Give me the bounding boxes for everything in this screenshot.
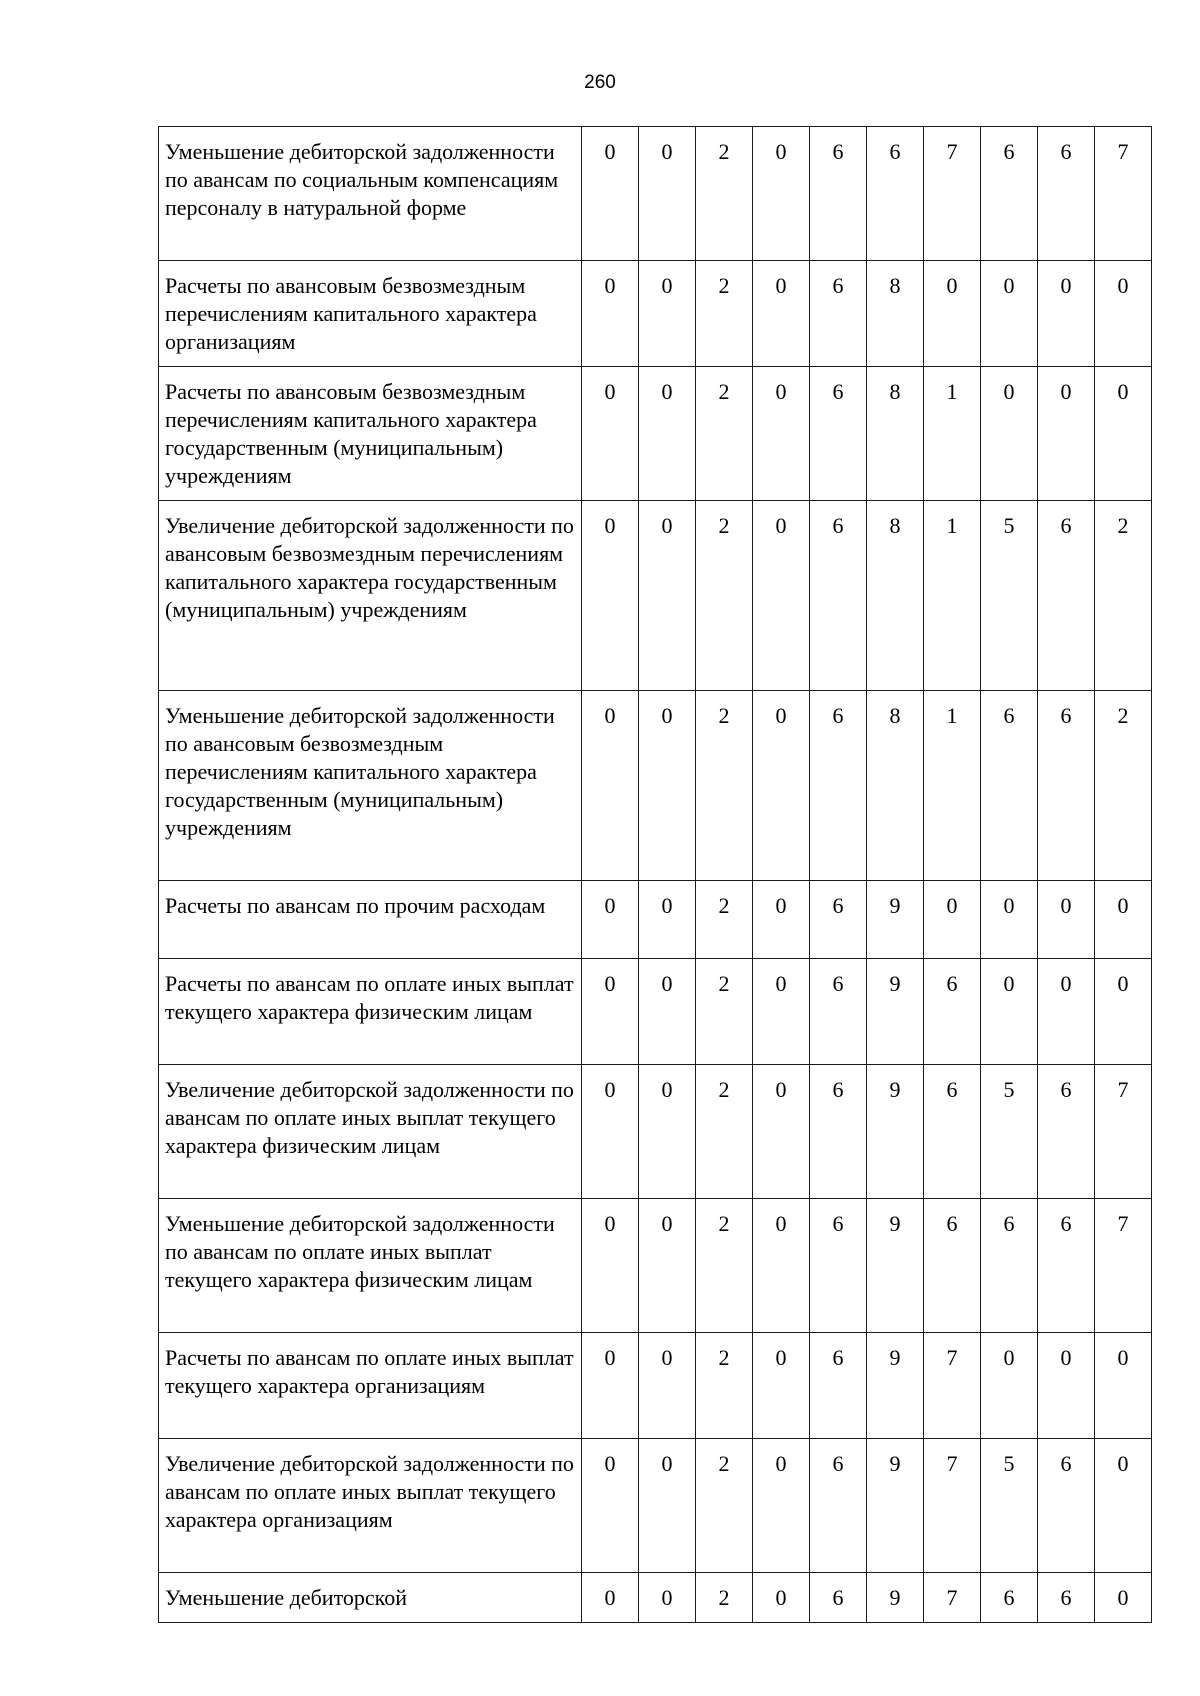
code-digit: 0 [582, 501, 639, 691]
code-digit: 0 [1038, 261, 1095, 367]
code-digit: 6 [867, 127, 924, 261]
code-digit: 6 [810, 1333, 867, 1439]
code-digit: 7 [1095, 127, 1152, 261]
code-digit: 0 [639, 1573, 696, 1623]
table-row [159, 367, 1152, 501]
code-digit: 0 [639, 501, 696, 691]
table-row [159, 691, 1152, 881]
code-digit: 7 [924, 1333, 981, 1439]
row-description: Расчеты по авансовым безвозмездным перечислениям капитального характера организациям [159, 261, 582, 367]
code-digit: 0 [981, 1333, 1038, 1439]
code-digit: 0 [753, 959, 810, 1065]
code-digit: 0 [639, 261, 696, 367]
code-digit: 6 [981, 1573, 1038, 1623]
code-digit: 2 [696, 127, 753, 261]
code-digit: 0 [1095, 261, 1152, 367]
code-digit: 0 [1095, 959, 1152, 1065]
row-description: Уменьшение дебиторской [159, 1573, 582, 1623]
code-digit: 0 [753, 691, 810, 881]
code-digit: 6 [981, 1199, 1038, 1333]
code-digit: 0 [753, 1199, 810, 1333]
table-row [159, 959, 1152, 1065]
code-digit: 6 [810, 881, 867, 959]
code-digit: 5 [981, 1065, 1038, 1199]
code-digit: 0 [582, 1333, 639, 1439]
table-row [159, 127, 1152, 261]
code-digit: 0 [753, 881, 810, 959]
table-row [159, 1065, 1152, 1199]
code-digit: 9 [867, 1065, 924, 1199]
code-digit: 0 [1095, 1333, 1152, 1439]
code-digit: 0 [753, 261, 810, 367]
code-digit: 2 [696, 1439, 753, 1573]
code-digit: 9 [867, 1199, 924, 1333]
code-digit: 0 [924, 261, 981, 367]
code-digit: 0 [639, 959, 696, 1065]
code-digit: 9 [867, 959, 924, 1065]
code-digit: 7 [1095, 1065, 1152, 1199]
code-digit: 6 [981, 691, 1038, 881]
page-number: 260 [584, 72, 616, 93]
code-digit: 0 [753, 501, 810, 691]
row-description: Уменьшение дебиторской задолженности по авансам по оплате иных выплат текущего характера физическим лицам [159, 1199, 582, 1333]
row-description: Расчеты по авансам по прочим расходам [159, 881, 582, 959]
row-description: Увеличение дебиторской задолженности по авансам по оплате иных выплат текущего характера физическим лицам [159, 1065, 582, 1199]
code-digit: 0 [582, 691, 639, 881]
code-digit: 0 [639, 1333, 696, 1439]
row-description: Расчеты по авансам по оплате иных выплат текущего характера организациям [159, 1333, 582, 1439]
code-digit: 1 [924, 501, 981, 691]
code-digit: 9 [867, 1333, 924, 1439]
code-digit: 6 [810, 1065, 867, 1199]
code-digit: 0 [981, 261, 1038, 367]
code-digit: 6 [1038, 691, 1095, 881]
code-digit: 0 [582, 127, 639, 261]
row-description: Расчеты по авансам по оплате иных выплат текущего характера физическим лицам [159, 959, 582, 1065]
code-digit: 0 [753, 1333, 810, 1439]
code-digit: 2 [696, 1333, 753, 1439]
code-digit: 7 [1095, 1199, 1152, 1333]
code-digit: 0 [582, 1573, 639, 1623]
code-digit: 1 [924, 367, 981, 501]
code-digit: 6 [981, 127, 1038, 261]
code-digit: 0 [1095, 1439, 1152, 1573]
table-row [159, 501, 1152, 691]
code-digit: 2 [696, 691, 753, 881]
table-row [159, 261, 1152, 367]
table-row [159, 1199, 1152, 1333]
code-digit: 6 [810, 691, 867, 881]
code-digit: 0 [639, 1199, 696, 1333]
code-digit: 8 [867, 691, 924, 881]
code-digit: 0 [582, 881, 639, 959]
code-digit: 2 [696, 1573, 753, 1623]
code-digit: 6 [1038, 1573, 1095, 1623]
code-digit: 0 [981, 367, 1038, 501]
code-digit: 7 [924, 1439, 981, 1573]
code-digit: 0 [753, 1065, 810, 1199]
code-digit: 2 [696, 1065, 753, 1199]
code-digit: 6 [1038, 1439, 1095, 1573]
table-row [159, 1333, 1152, 1439]
code-digit: 0 [639, 1065, 696, 1199]
code-digit: 0 [639, 881, 696, 959]
row-description: Увеличение дебиторской задолженности по авансам по оплате иных выплат текущего характера организациям [159, 1439, 582, 1573]
row-description: Увеличение дебиторской задолженности по авансовым безвозмездным перечислениям капитального характера государственным (муниципальным) учреждениям [159, 501, 582, 691]
code-digit: 0 [1038, 881, 1095, 959]
code-digit: 2 [696, 959, 753, 1065]
code-digit: 0 [639, 1439, 696, 1573]
table-row [159, 1573, 1152, 1623]
code-digit: 2 [696, 1199, 753, 1333]
code-digit: 6 [1038, 127, 1095, 261]
row-description: Расчеты по авансовым безвозмездным перечислениям капитального характера государственным (муниципальным) учреждениям [159, 367, 582, 501]
code-digit: 6 [810, 261, 867, 367]
code-digit: 6 [810, 959, 867, 1065]
code-digit: 0 [924, 881, 981, 959]
code-digit: 6 [810, 367, 867, 501]
code-digit: 6 [810, 127, 867, 261]
code-digit: 6 [1038, 1199, 1095, 1333]
code-digit: 5 [981, 501, 1038, 691]
code-digit: 7 [924, 1573, 981, 1623]
code-digit: 9 [867, 1439, 924, 1573]
code-digit: 6 [810, 1439, 867, 1573]
code-digit: 0 [639, 367, 696, 501]
code-digit: 0 [639, 127, 696, 261]
code-digit: 0 [753, 1573, 810, 1623]
code-digit: 0 [981, 881, 1038, 959]
code-digit: 0 [1095, 367, 1152, 501]
table-row [159, 1439, 1152, 1573]
code-digit: 0 [753, 367, 810, 501]
code-digit: 0 [582, 959, 639, 1065]
table-body [159, 127, 1152, 1623]
code-digit: 2 [1095, 691, 1152, 881]
code-digit: 8 [867, 261, 924, 367]
code-digit: 2 [696, 501, 753, 691]
code-digit: 0 [582, 367, 639, 501]
code-digit: 0 [753, 127, 810, 261]
code-digit: 6 [810, 1573, 867, 1623]
code-digit: 5 [981, 1439, 1038, 1573]
code-digit: 0 [1095, 881, 1152, 959]
code-digit: 0 [981, 959, 1038, 1065]
code-digit: 0 [582, 1439, 639, 1573]
row-description: Уменьшение дебиторской задолженности по авансовым безвозмездным перечислениям капитального характера государственным (муниципальным) учреждениям [159, 691, 582, 881]
code-digit: 1 [924, 691, 981, 881]
code-digit: 6 [924, 1065, 981, 1199]
code-digit: 0 [582, 1199, 639, 1333]
code-digit: 9 [867, 881, 924, 959]
code-digit: 2 [1095, 501, 1152, 691]
code-digit: 2 [696, 261, 753, 367]
code-digit: 6 [924, 959, 981, 1065]
code-digit: 0 [582, 261, 639, 367]
code-digit: 6 [924, 1199, 981, 1333]
code-digit: 0 [582, 1065, 639, 1199]
code-digit: 0 [1038, 959, 1095, 1065]
table-row [159, 881, 1152, 959]
code-digit: 0 [639, 691, 696, 881]
code-digit: 0 [1038, 1333, 1095, 1439]
code-digit: 0 [1095, 1573, 1152, 1623]
code-digit: 0 [1038, 367, 1095, 501]
code-digit: 8 [867, 367, 924, 501]
code-digit: 6 [810, 501, 867, 691]
code-digit: 2 [696, 367, 753, 501]
account-code-table [158, 126, 1152, 1623]
row-description: Уменьшение дебиторской задолженности по авансам по социальным компенсациям персоналу в натуральной форме [159, 127, 582, 261]
code-digit: 2 [696, 881, 753, 959]
code-digit: 7 [924, 127, 981, 261]
code-digit: 9 [867, 1573, 924, 1623]
code-digit: 6 [1038, 501, 1095, 691]
code-digit: 0 [753, 1439, 810, 1573]
code-digit: 6 [1038, 1065, 1095, 1199]
code-digit: 8 [867, 501, 924, 691]
code-digit: 6 [810, 1199, 867, 1333]
